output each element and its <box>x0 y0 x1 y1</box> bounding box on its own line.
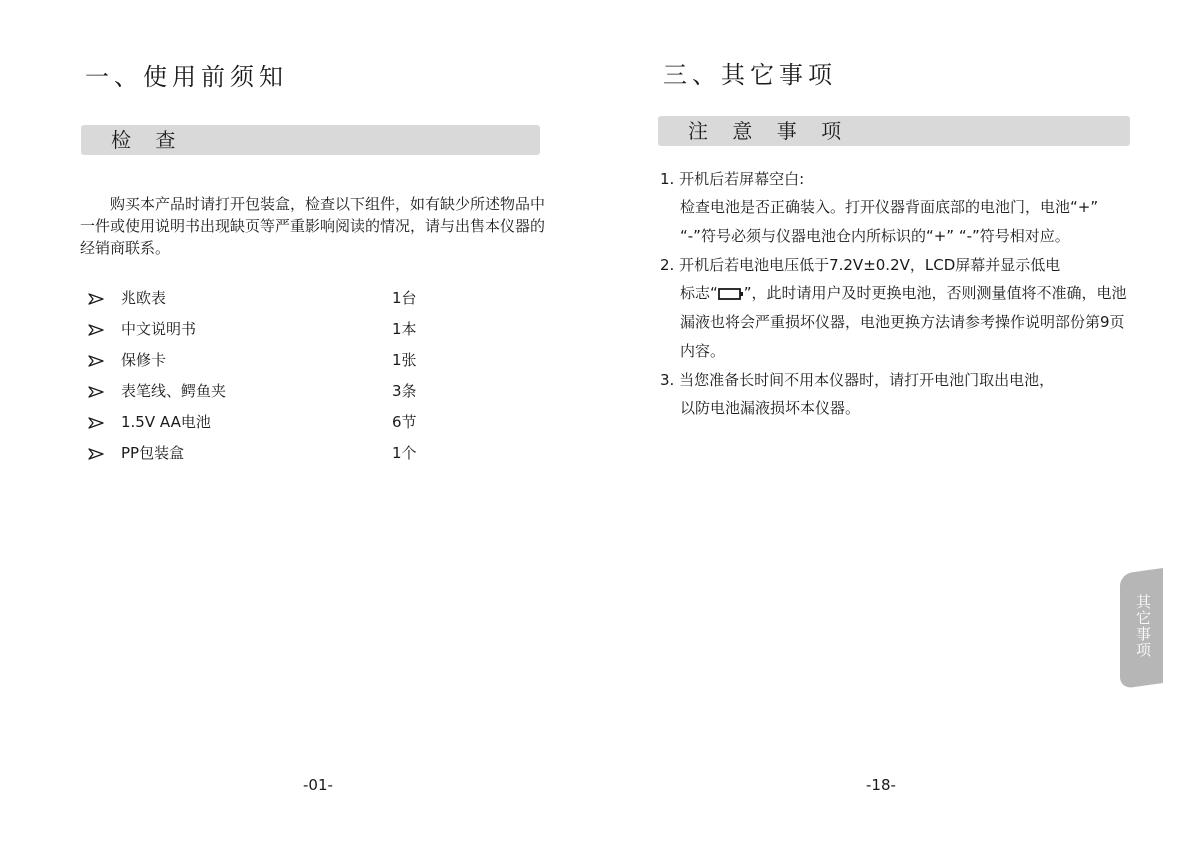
item-quantity: 6节 <box>392 413 417 431</box>
item-name: 1.5V AA电池 <box>121 413 211 431</box>
list-item <box>88 314 448 345</box>
item-name: 保修卡 <box>121 351 167 369</box>
subhead-bar-inspection <box>81 125 540 155</box>
note-body <box>660 279 1130 366</box>
subhead-notes: 注 意 事 项 <box>688 119 851 143</box>
intro-paragraph: 购买本产品时请打开包装盒，检查以下组件，如有缺少所述物品中一件或使用说明书出现缺页等严重影响阅读的情况，请与出售本仪器的经销商联系。 <box>80 195 546 257</box>
item-name: 中文说明书 <box>121 320 197 338</box>
note-body: 以防电池漏液损坏本仪器。 <box>680 399 861 417</box>
item-quantity: 1个 <box>392 444 417 462</box>
note-body-before-icon: 标志“ <box>680 284 718 302</box>
item-name: 表笔线、鳄鱼夹 <box>121 382 227 400</box>
arrow-bullet-icon <box>88 293 104 305</box>
note-body-after-icon: ”，此时请用户及时更换电池，否则测量值将不准确，电池漏液也将会严重损坏仪器，电池更换方法请参考操作说明部份第9页内容。 <box>680 284 1127 360</box>
low-battery-icon <box>718 287 744 301</box>
list-item <box>88 345 448 376</box>
package-contents-list <box>88 283 448 469</box>
note-heading: 1. 开机后若屏幕空白: <box>660 170 805 188</box>
page-number-left: -01- <box>303 776 333 794</box>
side-tab-label: 其它事项 <box>1134 594 1152 658</box>
arrow-bullet-icon <box>88 417 104 429</box>
section-title-before-use: 一、使用前须知 <box>85 63 288 91</box>
page-number-right: -18- <box>866 776 896 794</box>
item-quantity: 3条 <box>392 382 417 400</box>
notes-list <box>660 165 1130 423</box>
arrow-bullet-icon <box>88 386 104 398</box>
arrow-bullet-icon <box>88 448 104 460</box>
item-name: 兆欧表 <box>121 289 167 307</box>
list-item <box>660 251 1130 366</box>
arrow-bullet-icon <box>88 355 104 367</box>
list-item <box>660 366 1130 423</box>
note-body: 检查电池是否正确装入。打开仪器背面底部的电池门，电池“+” “-”符号必须与仪器电池仓内所标识的“+” “-”符号相对应。 <box>680 198 1099 245</box>
section-title-other-matters: 三、其它事项 <box>663 61 837 89</box>
item-quantity: 1张 <box>392 351 417 369</box>
list-item <box>660 165 1130 251</box>
subhead-bar-notes <box>658 116 1130 146</box>
list-item <box>88 438 448 469</box>
list-item <box>88 376 448 407</box>
note-heading: 3. 当您准备长时间不用本仪器时，请打开电池门取出电池， <box>660 371 1055 389</box>
item-name: PP包装盒 <box>121 444 185 462</box>
item-quantity: 1本 <box>392 320 417 338</box>
arrow-bullet-icon <box>88 324 104 336</box>
item-quantity: 1台 <box>392 289 417 307</box>
subhead-inspection: 检 查 <box>111 128 185 152</box>
note-heading: 2. 开机后若电池电压低于7.2V±0.2V，LCD屏幕并显示低电 <box>660 256 1061 274</box>
list-item <box>88 283 448 314</box>
list-item <box>88 407 448 438</box>
